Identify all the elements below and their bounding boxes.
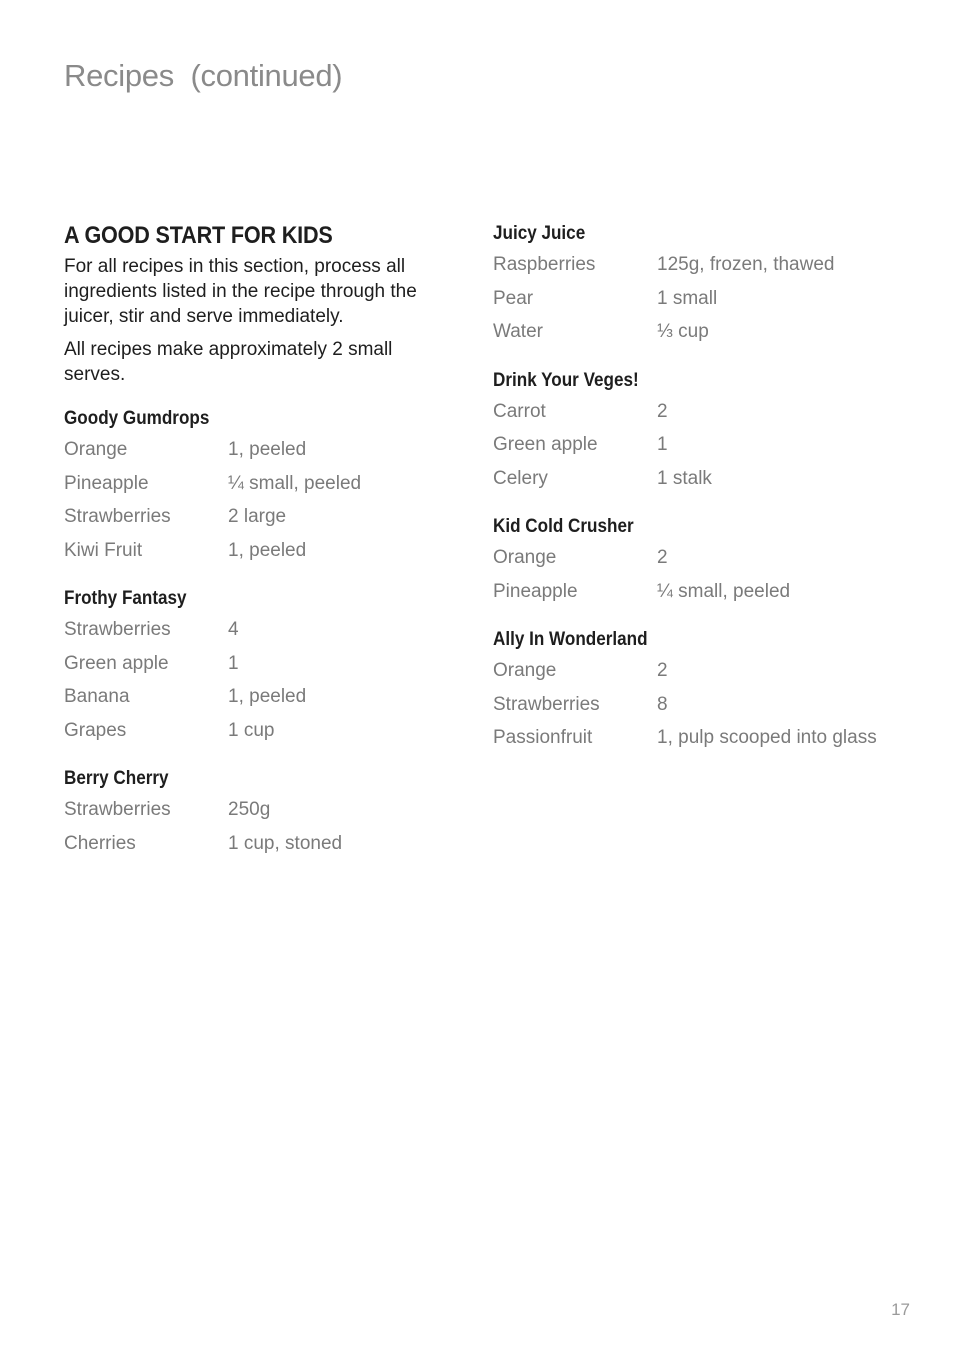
ingredient-row (64, 827, 454, 861)
ingredient-quantity: 4 (228, 619, 239, 640)
ingredient-row (493, 462, 923, 496)
ingredient-row (64, 500, 454, 534)
ingredient-row (493, 654, 923, 688)
ingredient-row (64, 680, 454, 714)
ingredient-quantity: 1 cup, stoned (228, 832, 343, 854)
ingredient-row (64, 793, 454, 827)
ingredient-name: Orange (64, 439, 128, 460)
ingredient-quantity: 2 (657, 547, 668, 568)
ingredient-row (64, 613, 454, 647)
recipe-juicy-juice (493, 220, 923, 349)
recipe-title: Kid Cold Crusher (493, 516, 634, 537)
ingredient-quantity: ⅓ cup (657, 321, 709, 342)
ingredient-row (493, 248, 923, 282)
left-column (64, 220, 454, 860)
ingredient-quantity: 1, peeled (228, 439, 307, 460)
recipe-title: Juicy Juice (493, 223, 586, 244)
recipe-title: Ally In Wonderland (493, 629, 648, 650)
ingredient-name: Water (493, 321, 543, 342)
page-number: 17 (891, 1300, 910, 1319)
ingredient-name: Orange (493, 547, 557, 568)
section-serving-note: All recipes make approximately 2 small serves. (64, 339, 393, 385)
ingredient-row (64, 433, 454, 467)
recipe-frothy-fantasy (64, 585, 454, 747)
ingredient-quantity: 2 large (228, 506, 287, 527)
ingredient-quantity: 1 stalk (657, 467, 712, 489)
ingredient-name: Cherries (64, 832, 136, 854)
ingredient-quantity: 250g (228, 799, 271, 820)
ingredient-quantity: 2 (657, 660, 668, 681)
recipe-title: Frothy Fantasy (64, 588, 187, 609)
ingredient-quantity: 8 (657, 693, 668, 715)
ingredient-quantity: ¼ small, peeled (228, 472, 362, 494)
ingredient-quantity: 1 small (657, 287, 718, 309)
ingredient-row (64, 534, 454, 568)
ingredient-quantity: 1 (657, 434, 668, 455)
ingredient-quantity: 125g, frozen, thawed (657, 254, 835, 275)
ingredient-name: Strawberries (64, 619, 171, 640)
ingredient-name: Green apple (64, 652, 169, 674)
ingredient-name: Banana (64, 686, 130, 707)
ingredient-row (493, 428, 923, 462)
ingredient-quantity: 1, peeled (228, 686, 307, 707)
ingredient-quantity: 1 cup (228, 719, 275, 741)
ingredient-name: Strawberries (64, 506, 171, 527)
ingredient-row (493, 688, 923, 722)
ingredient-row (493, 541, 923, 575)
recipe-title: Berry Cherry (64, 768, 169, 789)
recipe-title: Goody Gumdrops (64, 408, 210, 429)
section-intro: For all recipes in this section, process all ingredients listed in the recipe through the juicer, stir and serve immediately. (64, 256, 417, 327)
ingredient-name: Pineapple (493, 580, 578, 602)
ingredient-row (64, 467, 454, 501)
ingredient-quantity: 1 (228, 652, 239, 674)
recipe-berry-cherry (64, 765, 454, 860)
ingredient-row (493, 721, 923, 755)
ingredient-name: Pear (493, 287, 534, 309)
ingredient-row (64, 647, 454, 681)
ingredient-name: Celery (493, 467, 548, 489)
recipe-kid-cold-crusher (493, 513, 923, 608)
ingredient-name: Green apple (493, 434, 598, 455)
ingredient-quantity: 1, pulp scooped into glass (657, 727, 877, 748)
ingredient-row (493, 315, 923, 349)
ingredient-name: Strawberries (493, 693, 600, 715)
ingredient-quantity: ¼ small, peeled (657, 580, 791, 602)
ingredient-name: Grapes (64, 719, 127, 741)
recipe-goody-gumdrops (64, 405, 454, 567)
right-column (493, 220, 923, 755)
ingredient-name: Orange (493, 660, 557, 681)
ingredient-row (493, 575, 923, 609)
page-title: Recipes (continued) (64, 58, 343, 93)
recipe-title: Drink Your Veges! (493, 369, 639, 391)
ingredient-name: Raspberries (493, 254, 596, 275)
ingredient-quantity: 2 (657, 400, 668, 422)
ingredient-name: Kiwi Fruit (64, 539, 143, 561)
ingredient-row (493, 395, 923, 429)
recipe-ally-in-wonderland (493, 626, 923, 755)
recipe-drink-your-veges (493, 367, 923, 496)
ingredient-quantity: 1, peeled (228, 539, 307, 561)
section-heading: A GOOD START FOR KIDS (64, 222, 333, 249)
ingredient-row (64, 714, 454, 748)
ingredient-name: Carrot (493, 400, 546, 422)
ingredient-name: Strawberries (64, 799, 171, 820)
ingredient-row (493, 282, 923, 316)
ingredient-name: Pineapple (64, 472, 149, 494)
ingredient-name: Passionfruit (493, 727, 593, 748)
